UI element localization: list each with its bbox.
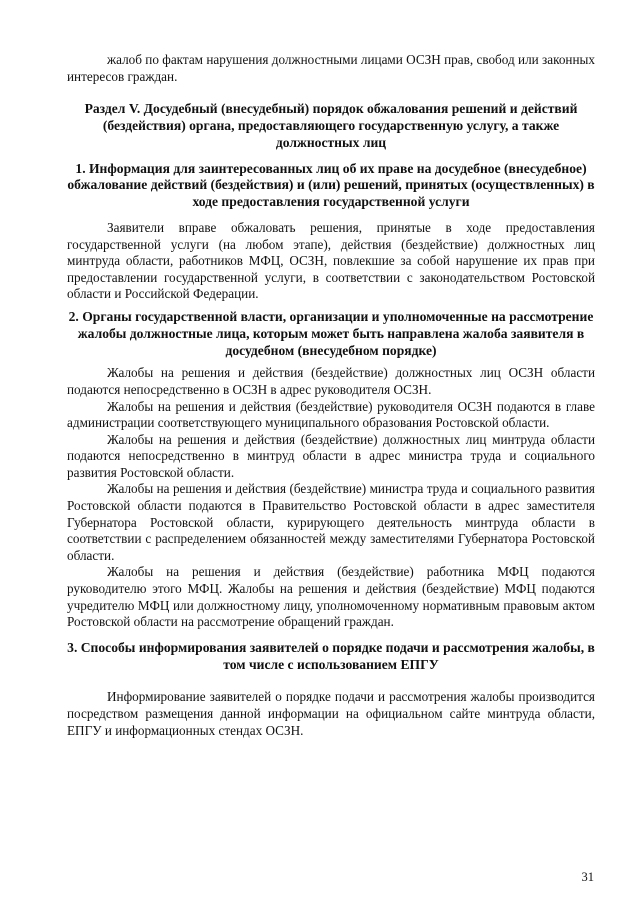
subsection-3-title: 3. Способы информирования заявителей о порядке подачи и рассмотрения жалобы, в том числе с использованием ЕПГУ: [67, 639, 595, 672]
subsection-2-paragraph: Жалобы на решения и действия (бездействие) руководителя ОСЗН подаются в главе администрации соответствующего муниципального образования Ростовской области.: [67, 398, 595, 431]
section-title: Раздел V. Досудебный (внесудебный) порядок обжалования решений и действий (бездействия) органа, предоставляющего государственную услугу, а также должностных лиц: [84, 101, 578, 150]
subsection-2-title: 2. Органы государственной власти, организации и уполномоченные на рассмотрение жалобы должностные лица, которым может быть направлена жалоба заявителя в досудебном (внесудебном порядке): [68, 308, 594, 358]
subsection-1-paragraph: Заявители вправе обжаловать решения, принятые в ходе предоставления государственной услуги (на любом этапе), действия (бездействие) должностных лиц минтруда области, работников МФЦ, ОСЗН, повлекшие за собой нарушение их прав при предоставлении государственной услуги, в соответствии с законодательством Ростовской области и Российской Федерации.: [67, 219, 595, 302]
intro-paragraph: жалоб по фактам нарушения должностными лицами ОСЗН прав, свобод или законных интересов граждан.: [67, 52, 595, 84]
document-page: [67, 52, 595, 739]
subsection-2-paragraph: Жалобы на решения и действия (бездействие) министра труда и социального развития Ростовской области подаются в Правительство Ростовской области в адрес заместителя Губернатора Ростовской области, курирующего деятельность минтруда области в соответствии с распределением обязанностей между заместителями Губернатора Ростовской области.: [67, 481, 595, 563]
page-number: 31: [581, 870, 594, 884]
subsection-2-paragraph: Жалобы на решения и действия (бездействие) должностных лиц минтруда области подаются непосредственно в минтруд области в адрес министра труда и социального развития Ростовской области.: [67, 431, 595, 480]
subsection-2-paragraph: Жалобы на решения и действия (бездействие) должностных лиц ОСЗН области подаются непосредственно в ОСЗН в адрес руководителя ОСЗН.: [67, 365, 595, 397]
subsection-2-paragraph: Жалобы на решения и действия (бездействие) работника МФЦ подаются руководителю этого МФЦ. Жалобы на решения и действия (бездействие) МФЦ подаются учредителю МФЦ или должностному лицу, уполномоченному нормативным правовым актом Ростовской области на рассмотрение обращений граждан.: [67, 564, 595, 630]
subsection-1-title: 1. Информация для заинтересованных лиц об их праве на досудебное (внесудебное) обжалование действий (бездействия) и (или) решений, принятых (осуществленных) в ходе предоставления государственной услуги: [67, 160, 595, 210]
subsection-3-paragraph: Информирование заявителей о порядке подачи и рассмотрения жалобы производится посредством размещения данной информации на официальном сайте минтруда области, ЕПГУ и информационных стендах ОСЗН.: [67, 689, 595, 738]
